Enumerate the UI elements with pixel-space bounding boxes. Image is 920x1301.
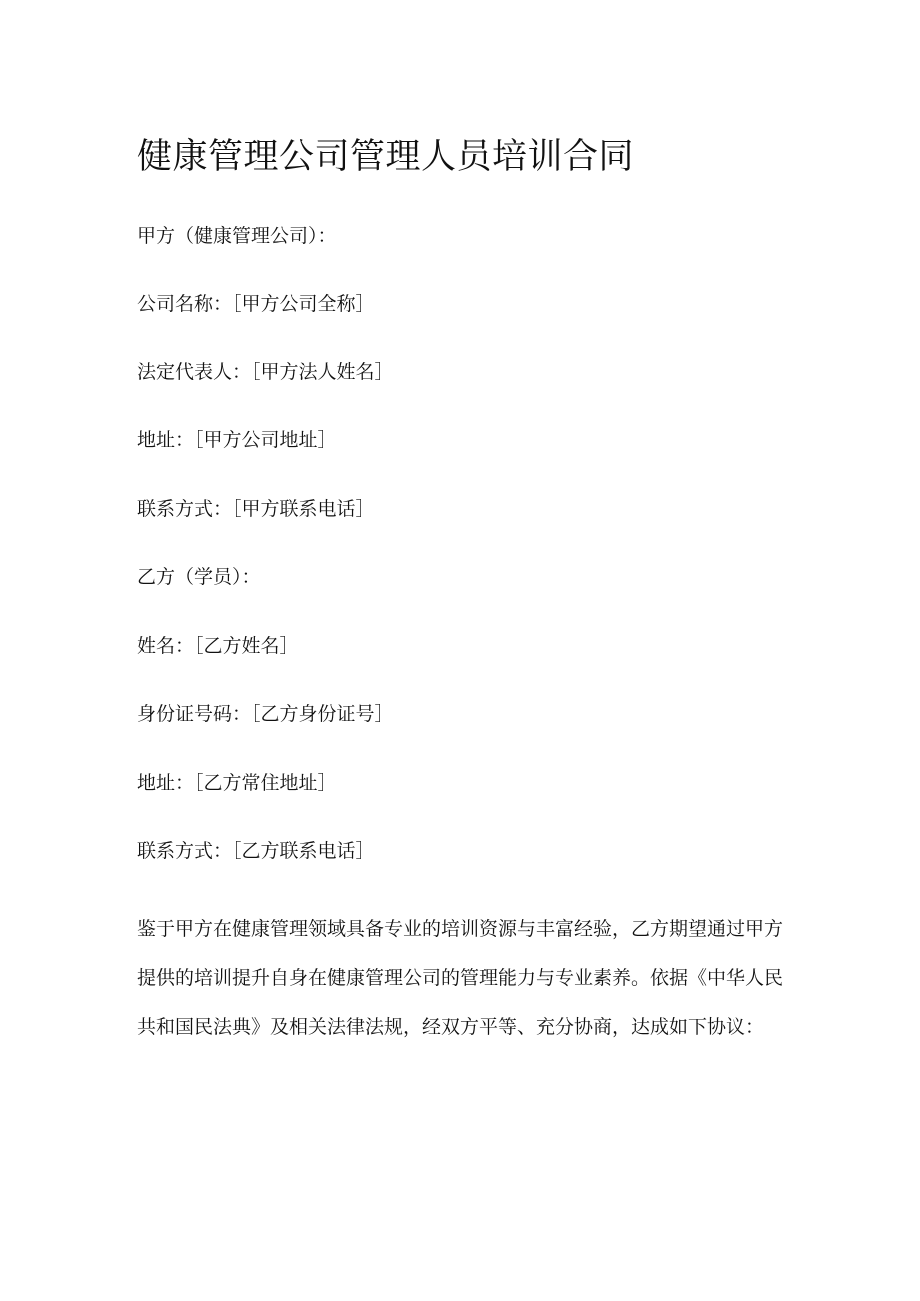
party-b-heading: 乙方（学员）： xyxy=(137,566,261,588)
party-a-company-name: 公司名称：［甲方公司全称］ xyxy=(137,293,375,315)
party-b-id-number: 身份证号码：［乙方身份证号］ xyxy=(137,703,394,725)
party-a-address: 地址：［甲方公司地址］ xyxy=(137,429,337,451)
party-a-contact: 联系方式：［甲方联系电话］ xyxy=(137,498,375,520)
party-b-contact: 联系方式：［乙方联系电话］ xyxy=(137,840,375,862)
party-b-name: 姓名：［乙方姓名］ xyxy=(137,635,299,657)
preamble-paragraph xyxy=(137,905,784,1052)
contract-title: 健康管理公司管理人员培训合同 xyxy=(137,137,635,177)
party-b-address: 地址：［乙方常住地址］ xyxy=(137,772,337,794)
party-a-heading: 甲方（健康管理公司）： xyxy=(137,225,337,247)
preamble-line: 提供的培训提升自身在健康管理公司的管理能力与专业素养。依据《中华人民 xyxy=(137,967,784,989)
preamble-line: 鉴于甲方在健康管理领域具备专业的培训资源与丰富经验，乙方期望通过甲方 xyxy=(137,918,784,940)
preamble-line: 共和国民法典》及相关法律法规，经双方平等、充分协商，达成如下协议： xyxy=(137,1016,765,1038)
party-a-legal-representative: 法定代表人：［甲方法人姓名］ xyxy=(137,361,394,383)
